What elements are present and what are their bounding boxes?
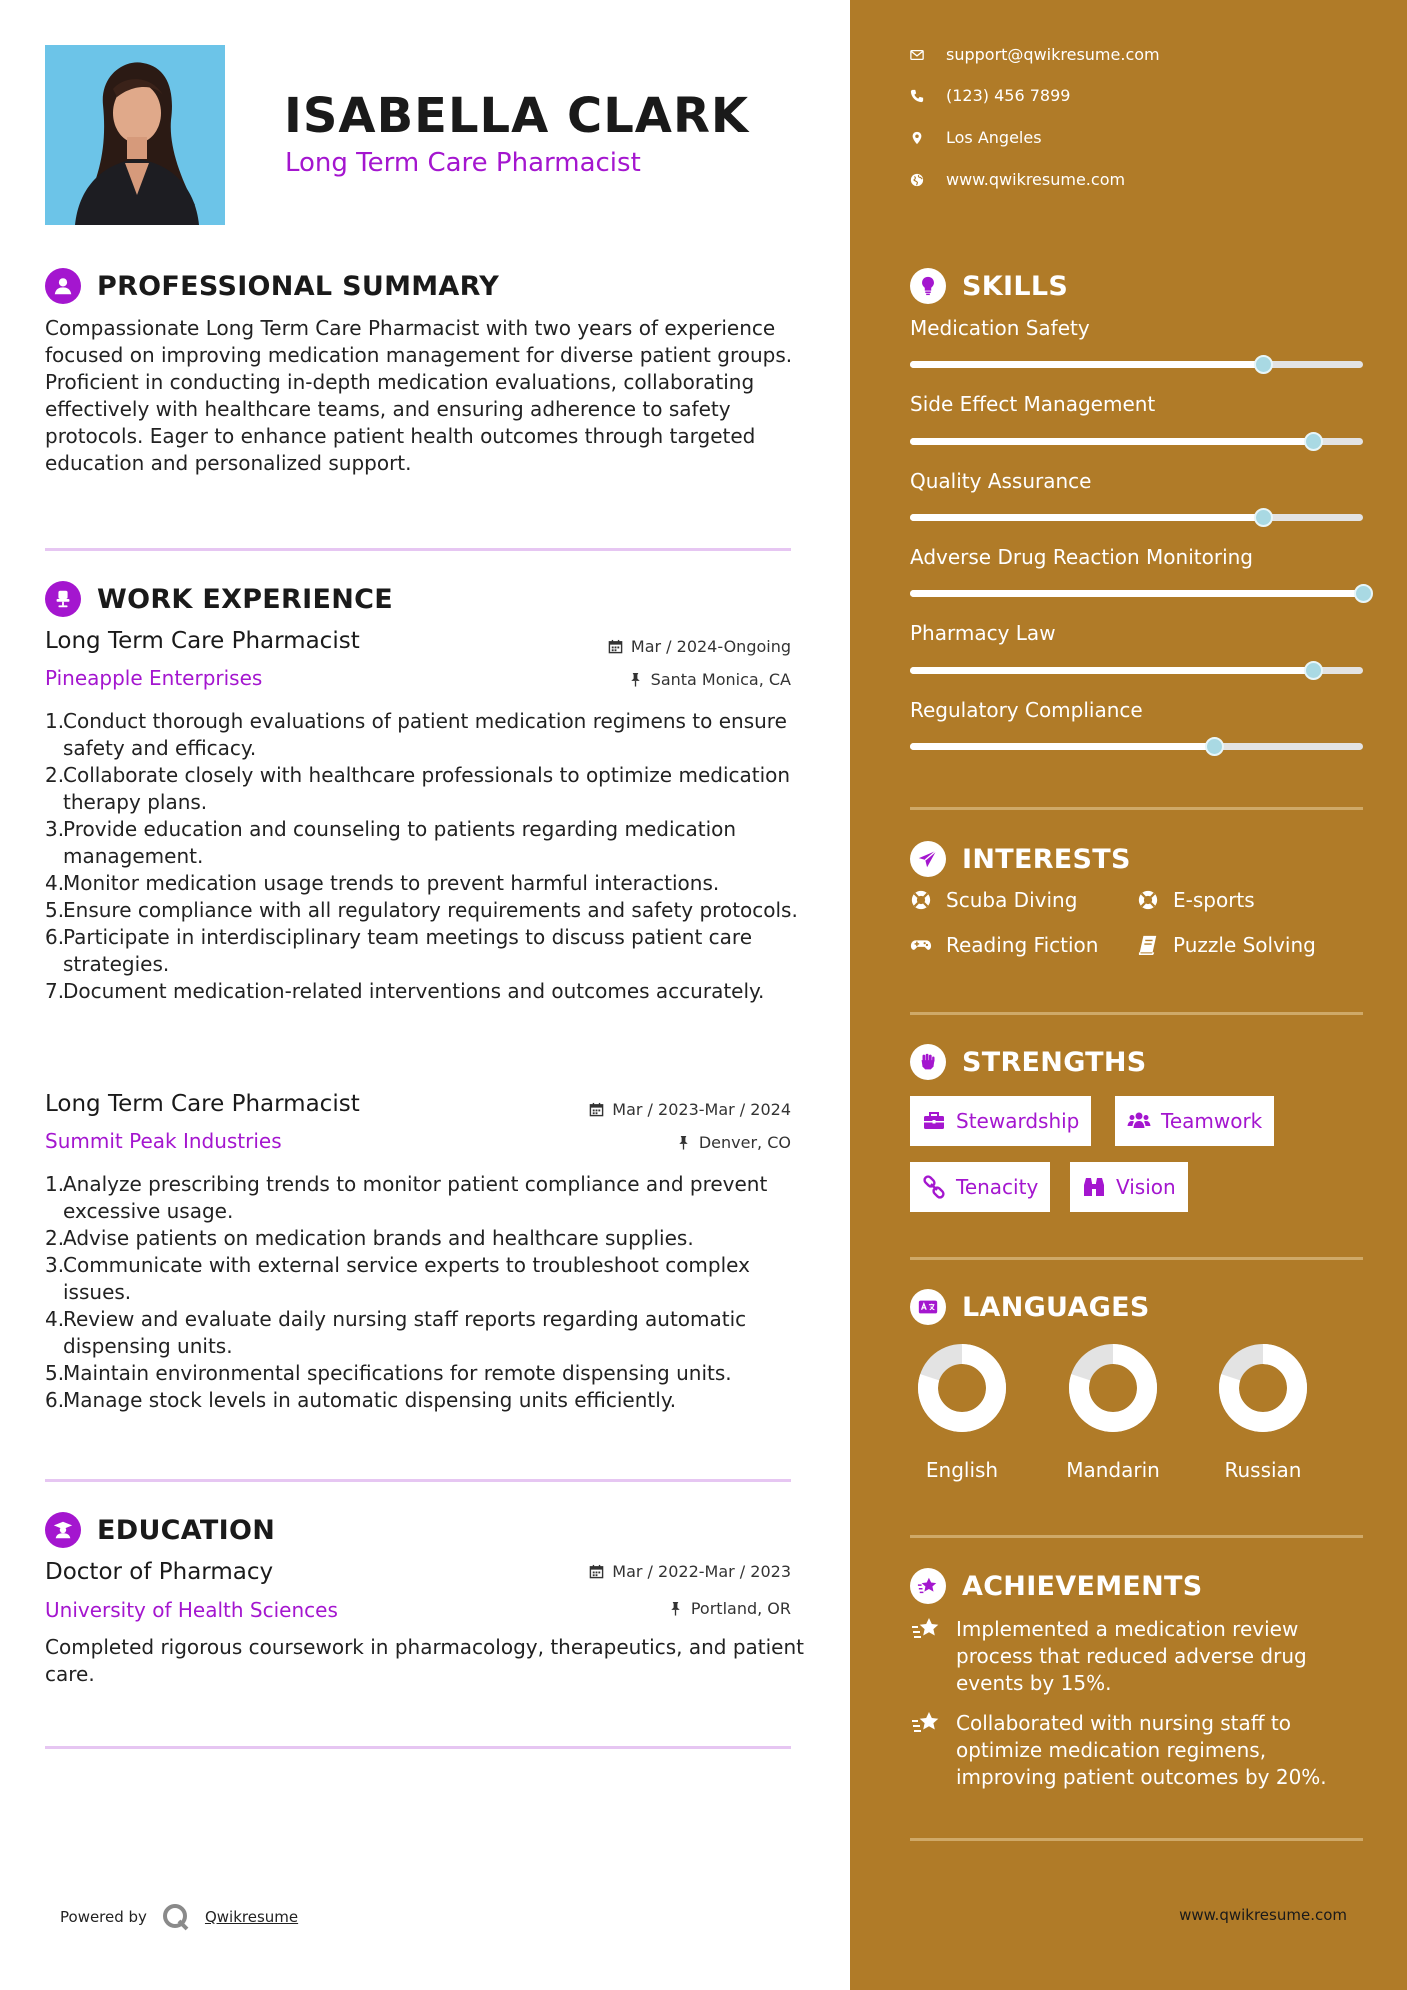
achievements-title: ACHIEVEMENTS xyxy=(962,1570,1203,1602)
users-icon xyxy=(1127,1109,1151,1133)
profile-photo xyxy=(45,45,225,225)
education-dates xyxy=(589,1562,791,1581)
list-item: 1. Analyze prescribing trends to monitor patient compliance and prevent excessive usage. xyxy=(45,1172,768,1223)
language-ring xyxy=(1215,1340,1311,1436)
skills-heading xyxy=(910,268,1068,304)
language-name: English xyxy=(925,1458,999,1482)
contact-email xyxy=(910,45,1160,64)
strength-chip: Tenacity xyxy=(910,1162,1050,1212)
experience-heading xyxy=(45,581,393,617)
shooting-star-icon xyxy=(910,1614,942,1646)
list-item: 5. Maintain environmental specifications for remote dispensing units. xyxy=(45,1361,732,1385)
phone-text[interactable]: (123) 456 7899 xyxy=(946,86,1071,105)
website-text[interactable]: www.qwikresume.com xyxy=(946,170,1126,189)
language-item xyxy=(1208,1340,1318,1482)
job-dates-text: Mar / 2023-Mar / 2024 xyxy=(612,1100,791,1119)
summary-title: PROFESSIONAL SUMMARY xyxy=(97,270,500,302)
skill-label: Regulatory Compliance xyxy=(910,698,1143,722)
strength-chip: Teamwork xyxy=(1115,1096,1274,1146)
skill-bar-fill xyxy=(910,743,1214,750)
list-item: 6. Manage stock levels in automatic dispensing units efficiently. xyxy=(45,1388,677,1412)
book-icon xyxy=(1137,934,1159,956)
gamepad-icon xyxy=(910,934,932,956)
skill-bar-fill xyxy=(910,667,1313,674)
education-description: Completed rigorous coursework in pharmacology, therapeutics, and patient care. xyxy=(45,1635,804,1686)
skills-title: SKILLS xyxy=(962,270,1069,302)
languages-heading xyxy=(910,1289,1150,1325)
skill-label: Medication Safety xyxy=(910,316,1090,340)
job-location xyxy=(676,1133,791,1152)
binoculars-icon xyxy=(1082,1175,1106,1199)
candidate-role: Long Term Care Pharmacist xyxy=(285,148,641,178)
lifebuoy-icon xyxy=(910,889,932,911)
language-item xyxy=(1058,1340,1168,1482)
job-location xyxy=(628,670,791,689)
skill-bar-handle xyxy=(1254,508,1273,527)
pin-icon xyxy=(628,672,643,687)
skill-bar xyxy=(910,667,1363,674)
interests-title: INTERESTS xyxy=(962,843,1131,875)
skill-label: Side Effect Management xyxy=(910,392,1156,416)
skill-bar xyxy=(910,361,1363,368)
achievement-item: Implemented a medication review process that reduced adverse drug events by 15%. xyxy=(910,1616,1360,1697)
skill-label: Pharmacy Law xyxy=(910,621,1056,645)
education-location-text: Portland, OR xyxy=(690,1599,791,1618)
job-duties xyxy=(45,1171,805,1414)
school-name: University of Health Sciences xyxy=(45,1598,338,1622)
lifebuoy-icon xyxy=(1137,889,1159,911)
calendar-icon xyxy=(589,1102,604,1117)
skill-bar-handle xyxy=(1304,661,1323,680)
contact-website xyxy=(910,170,1125,189)
contact-phone xyxy=(910,86,1070,105)
job-company: Pineapple Enterprises xyxy=(45,666,263,690)
envelope-icon xyxy=(910,48,924,62)
language-name: Russian xyxy=(1224,1458,1302,1482)
divider xyxy=(910,1838,1363,1841)
skill-bar-fill xyxy=(910,361,1263,368)
languages-title: LANGUAGES xyxy=(962,1291,1150,1323)
list-item: 2. Collaborate closely with healthcare professionals to optimize medication therapy plans. xyxy=(45,763,791,814)
skill-bar xyxy=(910,438,1363,445)
summary-heading xyxy=(45,268,499,304)
footer-url[interactable]: www.qwikresume.com xyxy=(1179,1906,1347,1924)
list-item: 2. Advise patients on medication brands and healthcare supplies. xyxy=(45,1226,694,1250)
shooting-star-icon xyxy=(910,1708,942,1740)
link-icon xyxy=(922,1175,946,1199)
contact-location xyxy=(910,128,1042,147)
email-text[interactable]: support@qwikresume.com xyxy=(946,45,1160,64)
skill-label: Quality Assurance xyxy=(910,469,1092,493)
skill-bar xyxy=(910,514,1363,521)
education-location xyxy=(668,1599,791,1618)
divider xyxy=(45,1746,791,1749)
education-dates-text: Mar / 2022-Mar / 2023 xyxy=(612,1562,791,1581)
candidate-name: ISABELLA CLARK xyxy=(284,88,750,144)
skill-bar-handle xyxy=(1354,584,1373,603)
interest-item: E-sports xyxy=(1137,888,1255,912)
powered-by-label: Powered by xyxy=(60,1908,147,1926)
skill-label: Adverse Drug Reaction Monitoring xyxy=(910,545,1253,569)
star-badge-icon xyxy=(910,1568,946,1604)
divider xyxy=(910,1257,1363,1260)
education-title: EDUCATION xyxy=(97,1514,276,1546)
divider xyxy=(45,1479,791,1482)
degree-title: Doctor of Pharmacy xyxy=(45,1559,274,1585)
strengths-title: STRENGTHS xyxy=(962,1046,1147,1078)
list-item: 5. Ensure compliance with all regulatory requirements and safety protocols. xyxy=(45,898,798,922)
interest-item: Puzzle Solving xyxy=(1137,933,1316,957)
interest-item: Reading Fiction xyxy=(910,933,1098,957)
education-heading xyxy=(45,1512,275,1548)
skill-bar-fill xyxy=(910,514,1263,521)
summary-text: Compassionate Long Term Care Pharmacist with two years of experience focused on improving medication management for diverse patient groups. Proficient in conducting in-depth medication evaluations, collaborating effectively with healthcare teams, and ensuring adherence to safety protocols. Eager to enhance patient health outcomes through targeted education and personalized support. xyxy=(45,316,793,475)
divider xyxy=(45,548,791,551)
pin-icon xyxy=(668,1601,683,1616)
translate-icon xyxy=(910,1289,946,1325)
paper-plane-icon xyxy=(910,841,946,877)
achievements-heading xyxy=(910,1568,1203,1604)
list-item: 4. Monitor medication usage trends to prevent harmful interactions. xyxy=(45,871,720,895)
pin-icon xyxy=(676,1135,691,1150)
sidebar xyxy=(850,0,1407,1990)
user-icon xyxy=(45,268,81,304)
job-dates xyxy=(589,1100,791,1119)
fist-icon xyxy=(910,1044,946,1080)
divider xyxy=(910,807,1363,810)
skill-bar-handle xyxy=(1254,355,1273,374)
list-item: 7. Document medication-related interventions and outcomes accurately. xyxy=(45,979,765,1003)
language-ring xyxy=(914,1340,1010,1436)
strengths-heading xyxy=(910,1044,1147,1080)
calendar-icon xyxy=(589,1564,604,1579)
job-dates xyxy=(608,637,791,656)
strength-chip: Stewardship xyxy=(910,1096,1091,1146)
language-item xyxy=(907,1340,1017,1482)
globe-icon xyxy=(910,173,924,187)
job-dates-text: Mar / 2024-Ongoing xyxy=(630,637,791,656)
skill-bar-fill xyxy=(910,438,1313,445)
qwikresume-link[interactable]: Qwikresume xyxy=(204,1908,299,1926)
job-location-text: Denver, CO xyxy=(698,1133,791,1152)
job-title: Long Term Care Pharmacist xyxy=(45,1091,360,1117)
interests-heading xyxy=(910,841,1131,877)
job-company: Summit Peak Industries xyxy=(45,1129,282,1153)
graduate-icon xyxy=(45,1512,81,1548)
divider xyxy=(910,1535,1363,1538)
job-location-text: Santa Monica, CA xyxy=(650,670,791,689)
strength-chip: Vision xyxy=(1070,1162,1188,1212)
list-item: 1. Conduct thorough evaluations of patient medication regimens to ensure safety and efficacy. xyxy=(45,709,787,760)
list-item: 4. Review and evaluate daily nursing staff reports regarding automatic dispensing units. xyxy=(45,1307,747,1358)
divider xyxy=(910,1012,1363,1015)
powered-by xyxy=(60,1902,298,1932)
list-item: 3. Communicate with external service experts to troubleshoot complex issues. xyxy=(45,1253,750,1304)
skill-bar-fill xyxy=(910,590,1363,597)
language-ring xyxy=(1065,1340,1161,1436)
qwikresume-logo-icon xyxy=(161,1902,191,1932)
skill-bar xyxy=(910,743,1363,750)
location-text: Los Angeles xyxy=(946,128,1042,147)
chair-icon xyxy=(45,581,81,617)
calendar-icon xyxy=(608,639,623,654)
map-marker-icon xyxy=(910,131,924,145)
job-title: Long Term Care Pharmacist xyxy=(45,628,360,654)
achievement-item: Collaborated with nursing staff to optimize medication regimens, improving patient outcomes by 20%. xyxy=(910,1710,1360,1791)
briefcase-icon xyxy=(922,1109,946,1133)
list-item: 3. Provide education and counseling to patients regarding medication management. xyxy=(45,817,737,868)
experience-title: WORK EXPERIENCE xyxy=(97,583,393,615)
language-name: Mandarin xyxy=(1066,1458,1160,1482)
skill-bar-handle xyxy=(1205,737,1224,756)
interest-item: Scuba Diving xyxy=(910,888,1077,912)
skill-bar xyxy=(910,590,1363,597)
list-item: 6. Participate in interdisciplinary team meetings to discuss patient care strategies. xyxy=(45,925,752,976)
skill-bar-handle xyxy=(1304,432,1323,451)
phone-icon xyxy=(910,89,924,103)
lightbulb-icon xyxy=(910,268,946,304)
job-duties xyxy=(45,708,805,1005)
